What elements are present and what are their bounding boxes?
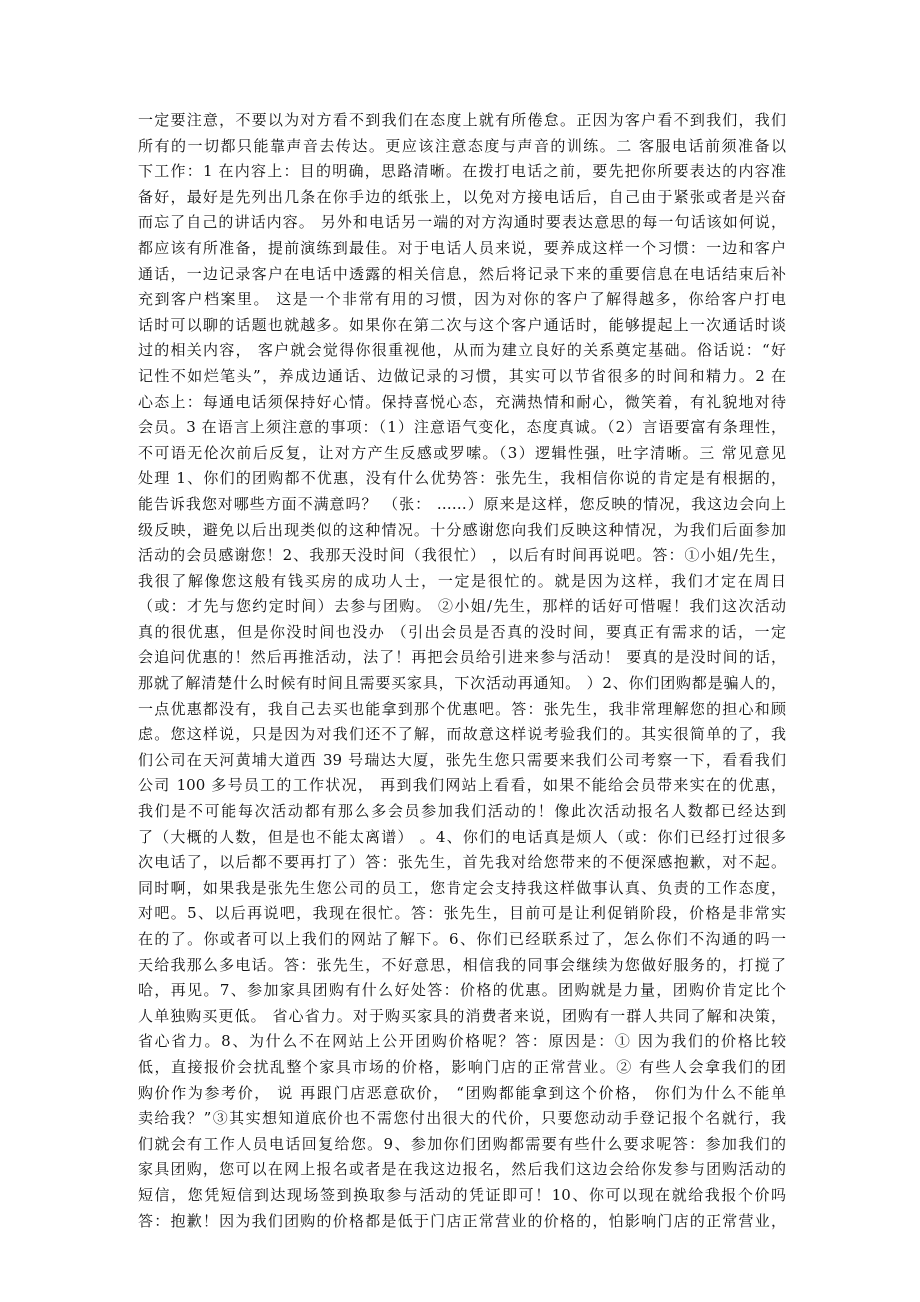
text-line: 了（大概的人数，但是也不能太离谱） 。4、你们的电话真是烦人（或：你们已经打过很多	[138, 827, 786, 846]
text-line: 我很了解像您这般有钱买房的成功人士，一定是很忙的。就是因为这样，我们才定在周日	[138, 571, 786, 590]
text-line: 下工作：1 在内容上：目的明确，思路清晰。在拨打电话之前，要先把你所要表达的内容准	[138, 162, 786, 181]
text-line: 低，直接报价会扰乱整个家具市场的价格，影响门店的正常营业。② 有些人会拿我们的团	[138, 1057, 786, 1076]
text-line: 公司 100 多号员工的工作状况， 再到我们网站上看看，如果不能给会员带来实在的优惠，	[138, 776, 786, 795]
text-line: 所有的一切都只能靠声音去传达。更应该注意态度与声音的训练。二 客服电话前须准备以	[138, 136, 786, 155]
text-line: 备好，最好是先列出几条在你手边的纸张上，以免对方接电话后，自己由于紧张或者是兴奋	[138, 187, 786, 206]
text-line: 省心省力。8、为什么不在网站上公开团购价格呢？答：原因是：① 因为我们的价格比较	[138, 1032, 786, 1051]
text-line: 能告诉我您对哪些方面不满意吗？ （张： ……）原来是这样，您反映的情况，我这边会向上	[138, 494, 786, 513]
text-line: 购价作为参考价， 说 再跟门店恶意砍价， “团购都能拿到这个价格， 你们为什么不能单	[138, 1083, 786, 1102]
text-line: 处理 1、你们的团购都不优惠，没有什么优势答：张先生，我相信你说的肯定是有根据的，	[138, 469, 786, 488]
text-line: 会追问优惠的！然后再推活动，法了！再把会员给引进来参与活动！ 要真的是没时间的话，	[138, 648, 786, 667]
text-line: 那就了解清楚什么时候有时间且需要买家具，下次活动再通知。 ）2、你们团购都是骗人的，	[138, 674, 786, 693]
text-line: 记性不如烂笔头”，养成边通话、边做记录的习惯，其实可以节省很多的时间和精力。2 在	[138, 366, 786, 385]
text-line: 在的了。你或者可以上我们的网站了解下。6、你们已经联系过了，怎么你们不沟通的吗一	[138, 930, 786, 948]
text-line: 虑。您这样说，只是因为对我们还不了解，而故意这样说考验我们的。其实很简单的了，我	[138, 725, 786, 744]
text-line: 同时啊，如果我是张先生您公司的员工，您肯定会支持我这样做事认真、负责的工作态度，	[138, 878, 786, 897]
text-line: 而忘了自己的讲话内容。 另外和电话另一端的对方沟通时要表达意思的每一句话该如何说，	[138, 213, 786, 232]
text-line: 通话，一边记录客户在电话中透露的相关信息，然后将记录下来的重要信息在电话结束后补	[138, 264, 786, 283]
text-line: 短信，您凭短信到达现场签到换取参与活动的凭证即可！10、你可以现在就给我报个价吗	[138, 1185, 786, 1204]
text-line: 对吧。5、以后再说吧，我现在很忙。答：张先生，目前可是让利促销阶段，价格是非常实	[138, 904, 786, 923]
text-line: 充到客户档案里。 这是一个非常有用的习惯，因为对你的客户了解得越多，你给客户打电	[138, 290, 786, 309]
text-line: （或：才先与您约定时间）去参与团购。 ②小姐/先生，那样的话好可惜喔！我们这次活动	[138, 597, 786, 616]
text-line: 过的相关内容， 客户就会觉得你很重视他，从而为建立良好的关系奠定基础。俗话说：“好	[138, 341, 786, 360]
text-line: 天给我那么多电话。答：张先生，不好意思，相信我的同事会继续为您做好服务的，打搅了	[138, 955, 786, 974]
text-line: 级反映，避免以后出现类似的这种情况。十分感谢您向我们反映这种情况，为我们后面参加	[138, 520, 786, 539]
text-line: 家具团购，您可以在网上报名或者是在我这边报名，然后我们这边会给你发参与团购活动的	[138, 1160, 786, 1179]
text-line: 卖给我？”③其实想知道底价也不需您付出很大的代价，只要您动动手登记报个名就行，我	[138, 1109, 786, 1128]
text-line: 哈，再见。7、参加家具团购有什么好处答：价格的优惠。团购就是力量，团购价肯定比个	[138, 981, 786, 1000]
text-line: 会员。3 在语言上须注意的事项：（1）注意语气变化，态度真诚。（2）言语要富有条理性，	[138, 418, 786, 437]
text-line: 活动的会员感谢您！2、我那天没时间（我很忙） ，以后有时间再说吧。答：①小姐/先生，	[138, 546, 786, 565]
text-line: 们公司在天河黄埔大道西 39 号瑞达大厦，张先生您只需要来我们公司考察一下，看看我们	[138, 750, 786, 769]
text-line: 我们是不可能每次活动都有那么多会员参加我们活动的！像此次活动报名人数都已经达到	[138, 802, 786, 821]
text-line: 们就会有工作人员电话回复给您。9、参加你们团购都需要有些什么要求呢答：参加我们的	[138, 1134, 786, 1153]
text-line: 一点优惠都没有，我自己去买也能拿到那个优惠吧。答：张先生，我非常理解您的担心和顾	[138, 699, 786, 718]
text-line: 人单独购买更低。 省心省力。对于购买家具的消费者来说，团购有一群人共同了解和决策，	[138, 1006, 786, 1025]
text-line: 真的很优惠，但是你没时间也没办 （引出会员是否真的没时间，要真正有需求的话，一定	[138, 622, 786, 641]
text-line: 都应该有所准备，提前演练到最佳。对于电话人员来说，要养成这样一个习惯：一边和客户	[138, 238, 786, 257]
text-line: 话时可以聊的话题也就越多。如果你在第二次与这个客户通话时，能够提起上一次通话时谈	[138, 315, 786, 334]
text-line: 不可语无伦次前后反复，让对方产生反感或罗嗦。（3）逻辑性强，吐字清晰。三 常见意见	[138, 443, 786, 462]
text-line: 答：抱歉！因为我们团购的价格都是低于门店正常营业的价格的，怕影响门店的正常营业，	[138, 1211, 786, 1230]
document-body	[138, 108, 786, 1234]
text-line: 一定要注意，不要以为对方看不到我们在态度上就有所倦怠。正因为客户看不到我们，我们	[138, 111, 786, 129]
text-line: 次电话了，以后都不要再打了）答：张先生，首先我对给您带来的不便深感抱歉，对不起。	[138, 853, 786, 872]
text-line: 心态上：每通电话须保持好心情。保持喜悦心态，充满热情和耐心，微笑着，有礼貌地对待	[138, 392, 786, 411]
